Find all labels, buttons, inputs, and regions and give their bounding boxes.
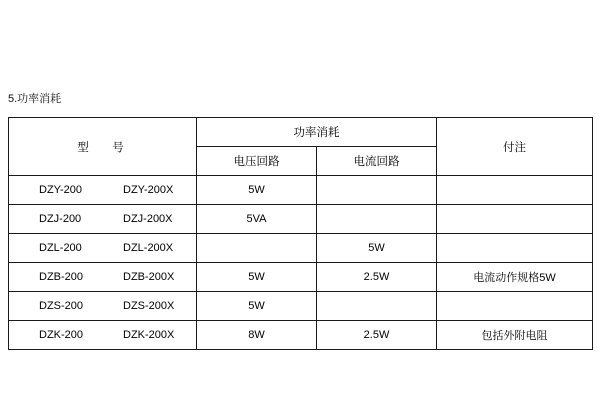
table-row [9,234,593,263]
cell-model [9,263,197,292]
cell-current: 2.5W [317,321,437,350]
cell-voltage [197,234,317,263]
cell-model [9,205,197,234]
table-row [9,321,593,350]
model-code-primary: DZY-200 [39,184,83,196]
table-row [9,292,593,321]
header-model [9,118,197,176]
model-code-primary: DZS-200 [39,300,84,312]
cell-note [437,205,593,234]
cell-model [9,234,197,263]
header-power-consumption: 功率消耗 [197,118,437,147]
cell-current [317,292,437,321]
section-heading: 5.功率消耗 [8,93,62,105]
cell-model [9,176,197,205]
cell-current [317,176,437,205]
table-row [9,176,593,205]
power-consumption-table-wrapper [8,117,592,350]
model-code-secondary: DZL-200X [123,242,174,254]
cell-voltage: 5W [197,292,317,321]
cell-note: 包括外附电阻 [437,321,593,350]
model-code-secondary: DZB-200X [123,271,175,283]
cell-current [317,205,437,234]
table-body [9,176,593,350]
cell-voltage: 8W [197,321,317,350]
cell-model [9,292,197,321]
model-code-secondary: DZJ-200X [123,213,173,225]
header-voltage-circuit: 电压回路 [197,147,317,176]
header-model-label: 型 号 [77,141,130,154]
header-current-circuit: 电流回路 [317,147,437,176]
cell-note: 电流动作规格5W [437,263,593,292]
cell-note [437,292,593,321]
cell-current: 2.5W [317,263,437,292]
table-header-row-1 [9,118,593,147]
model-code-secondary: DZK-200X [123,329,175,341]
cell-voltage: 5W [197,176,317,205]
model-code-secondary: DZY-200X [123,184,174,196]
cell-current: 5W [317,234,437,263]
table-header [9,118,593,176]
cell-voltage: 5VA [197,205,317,234]
table-row [9,205,593,234]
model-code-primary: DZL-200 [39,242,82,254]
model-code-primary: DZK-200 [39,329,84,341]
model-code-primary: DZB-200 [39,271,84,283]
header-note: 付注 [437,118,593,176]
table-row [9,263,593,292]
model-code-secondary: DZS-200X [123,300,175,312]
power-consumption-table [8,117,593,350]
cell-model [9,321,197,350]
cell-voltage: 5W [197,263,317,292]
cell-note [437,234,593,263]
model-code-primary: DZJ-200 [39,213,82,225]
cell-note [437,176,593,205]
